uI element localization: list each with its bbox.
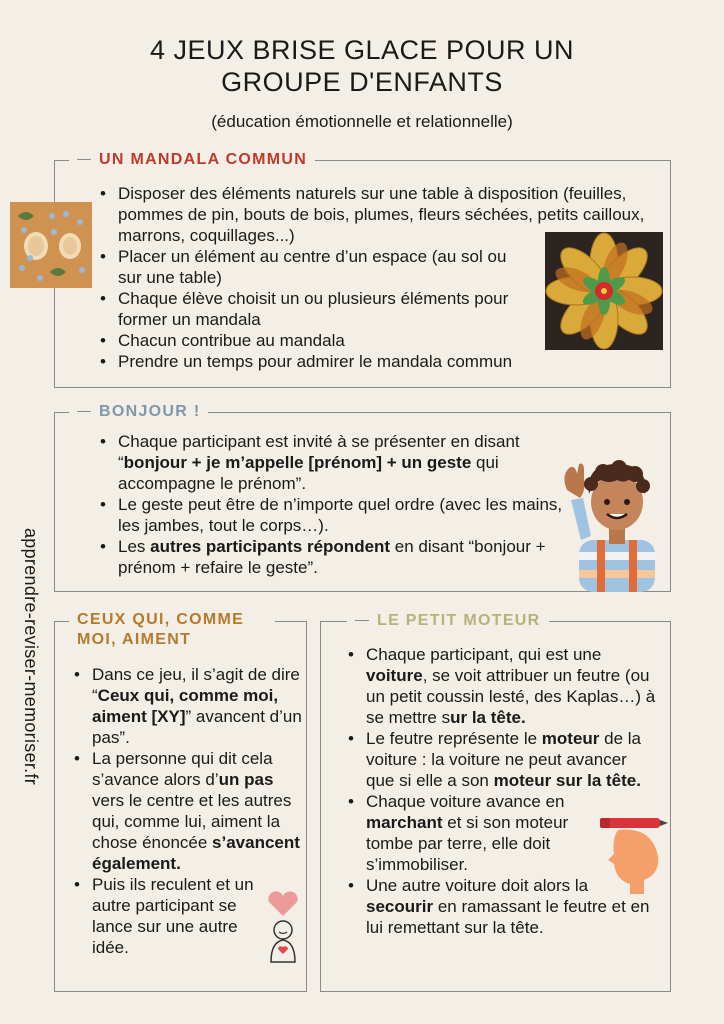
section-heading-text: LE PETIT MOTEUR [377,612,541,629]
bullet-list [98,431,568,578]
list-item: • Chaque participant est invité à se présenter en disant “bonjour + je m’appelle [prénom] + un geste qui accompagne le prénom”. [98,431,568,494]
list-item: • Puis ils reculent et un autre participant se lance sur une autre idée. [72,874,267,958]
list-item: • Dans ce jeu, il s’agit de dire “Ceux qui, comme moi, aiment [XY]” avancent d’un pas”. [72,664,302,748]
list-item: • Chaque voiture avance en marchant et si son moteur tombe par terre, elle doit s’immobiliser. [346,791,596,875]
subtitle: (éducation émotionnelle et relationnelle) [211,112,513,131]
waving-child-illustration [553,456,665,592]
list-item: • Placer un élément au centre d’un espace (au sol ou sur une table) [98,246,528,288]
nature-mandala-photo [10,202,92,288]
section-heading [69,402,208,422]
leaf-mandala-photo [545,232,663,350]
page-title [0,34,724,98]
list-item: • Le geste peut être de n’importe quel ordre (avec les mains, les jambes, tout le corps…). [98,494,568,536]
section-heading [69,150,315,170]
list-item: • Chacun contribue au mandala [98,330,648,351]
list-item: • Les autres participants répondent en disant “bonjour + prénom + refaire le geste”. [98,536,568,578]
list-item: • La personne qui dit cela s’avance alors d’un pas vers le centre et les autres qui, comme lui, aiment la chose énoncée s’avancent également. [72,748,302,874]
heart-person-icon [263,888,303,966]
head-with-marker-illustration [598,814,668,896]
section-heading: CEUX QUI, COMME MOI, AIMENT [69,610,275,650]
section-petit-moteur [320,612,671,992]
section-heading-text: BONJOUR ! [99,403,201,420]
section-heading [347,611,549,631]
list-item: • Le feutre représente le moteur de la voiture : la voiture ne peut avancer que si elle a son moteur sur la tête. [346,728,656,791]
title-line-1: 4 JEUX BRISE GLACE POUR UN [149,35,575,65]
list-item: • Disposer des éléments naturels sur une table à disposition (feuilles, pommes de pin, bouts de bois, plumes, fleurs séchées, petits cailloux, marrons, coquillages...) [98,183,648,246]
list-item: • Prendre un temps pour admirer le mandala commun [98,351,648,372]
section-heading-text: UN MANDALA COMMUN [99,151,308,168]
list-item: • Une autre voiture doit alors la secourir en ramassant le feutre et en lui remettant sur la tête. [346,875,656,938]
list-item: • Chaque participant, qui est une voiture, se voit attribuer un feutre (ou un petit coussin lesté, des Kaplas…) à se mettre sur la tête. [346,644,656,728]
website-watermark: apprendre-reviser-memoriser.fr [21,528,41,786]
title-line-2: GROUPE D'ENFANTS [221,67,503,97]
list-item: • Chaque élève choisit un ou plusieurs éléments pour former un mandala [98,288,528,330]
